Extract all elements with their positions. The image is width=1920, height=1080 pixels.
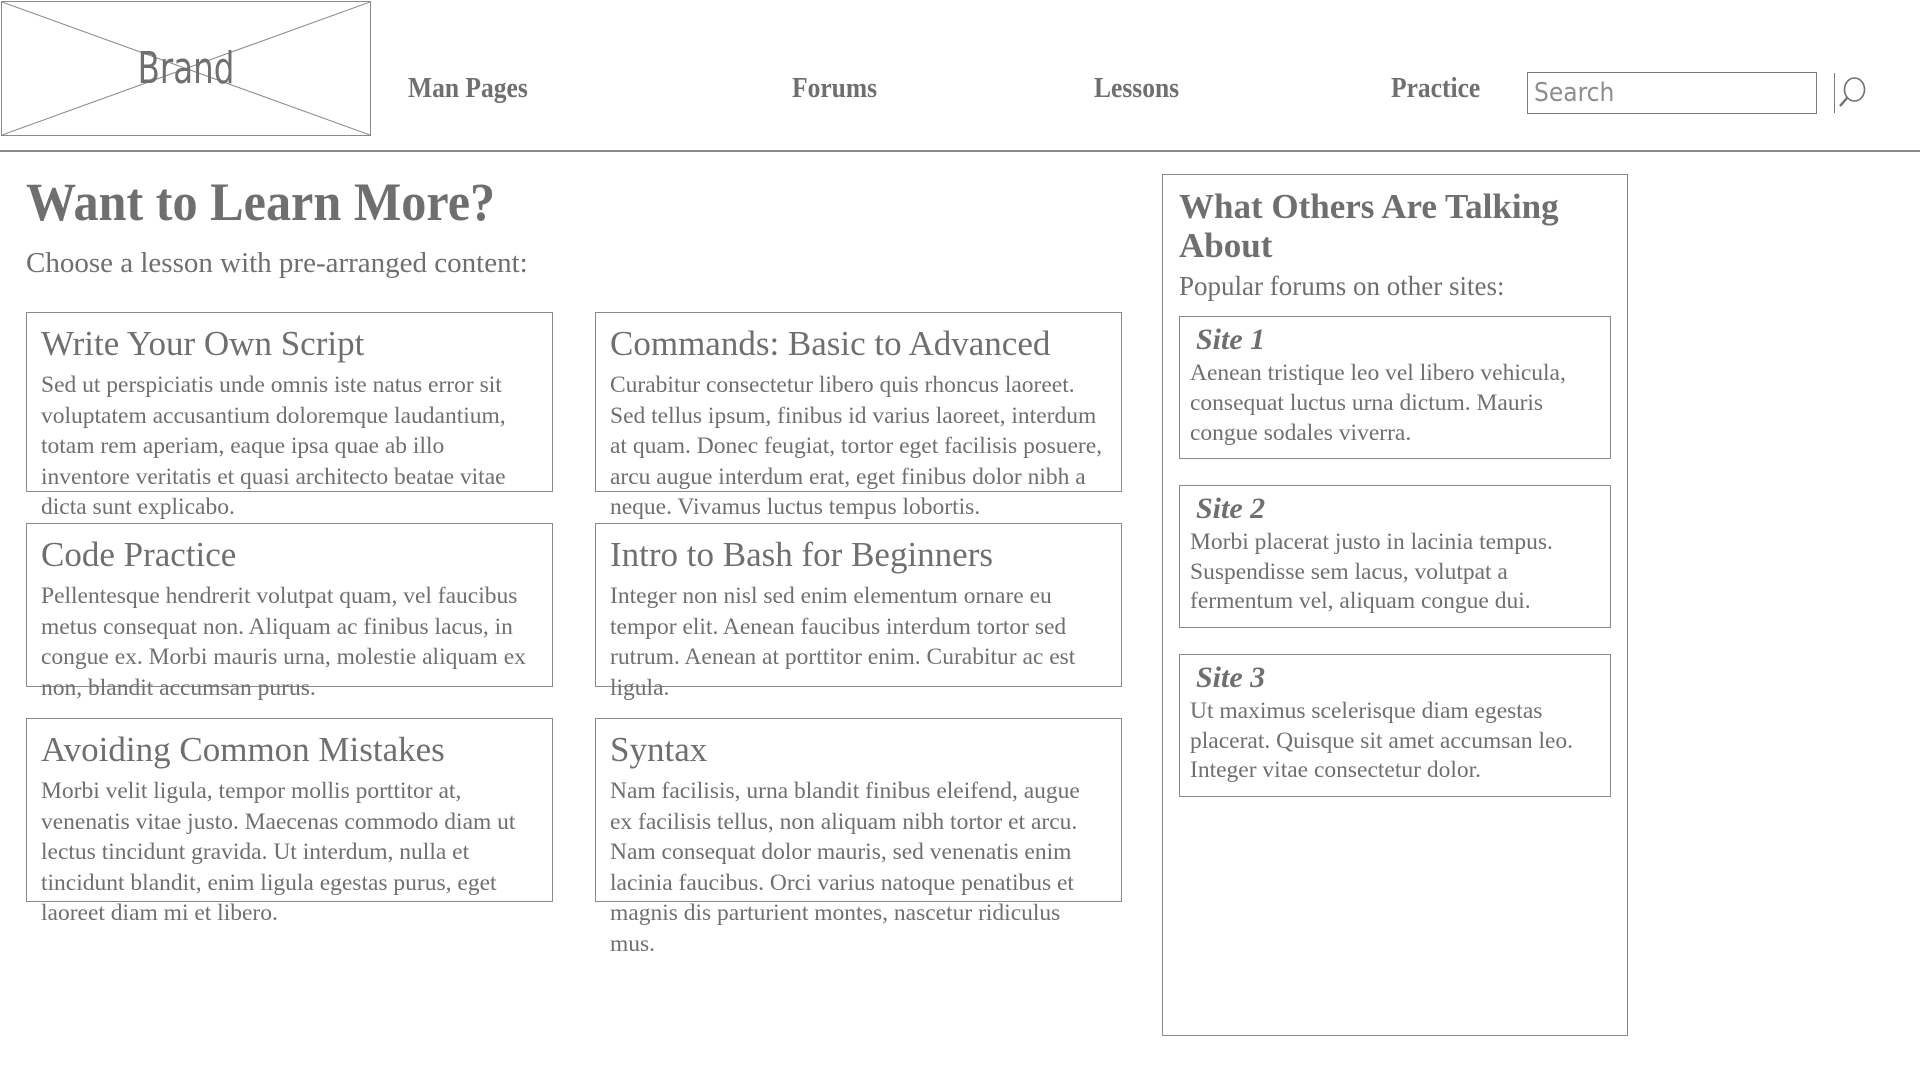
nav-item-man-pages[interactable]: Man Pages — [408, 72, 528, 104]
site-card-title: Site 1 — [1196, 323, 1266, 357]
site-card[interactable] — [1179, 316, 1611, 459]
lesson-card-title: Commands: Basic to Advanced — [610, 323, 1051, 363]
site-card-text: Ut maximus scelerisque diam egestas placerat. Quisque sit amet accumsan leo. Integer vitae consectetur dolor. — [1190, 698, 1574, 784]
site-card-text: Aenean tristique leo vel libero vehicula, consequat luctus urna dictum. Mauris congue sodales viverra. — [1190, 360, 1566, 446]
lesson-card-title: Code Practice — [41, 534, 237, 574]
lesson-card[interactable] — [595, 523, 1122, 701]
site-card-title: Site 3 — [1196, 661, 1266, 695]
nav-item-practice[interactable]: Practice — [1390, 72, 1480, 104]
brand-logo-placeholder[interactable] — [1, 1, 371, 136]
lesson-card-text: Integer non nisl sed enim elementum ornare eu tempor elit. Aenean faucibus interdum tortor sed rutrum. Aenean at porttitor enim. Curabitur ac est ligula. — [610, 582, 1076, 701]
sidebar-title: What Others Are Talking About — [1179, 187, 1559, 266]
search-bar — [1527, 72, 1817, 114]
lesson-card[interactable] — [595, 312, 1122, 521]
lesson-card-title: Write Your Own Script — [41, 323, 365, 363]
nav-item-forums[interactable]: Forums — [792, 72, 878, 104]
brand-label: Brand — [137, 43, 235, 94]
lesson-card-grid — [26, 312, 1150, 957]
magnifier-icon — [1835, 76, 1869, 110]
site-card[interactable] — [1179, 654, 1611, 797]
sidebar-panel — [1162, 174, 1628, 1036]
search-input[interactable] — [1528, 73, 1834, 113]
lesson-card[interactable] — [595, 718, 1122, 957]
lesson-card[interactable] — [26, 312, 553, 521]
lesson-card-text: Curabitur consectetur libero quis rhoncus laoreet. Sed tellus ipsum, finibus id varius laoreet, interdum at quam. Donec feugiat, tortor eget facilisis posuere, arcu augue interdum erat, eget finibus dolor nibh a neque. Vivamus luctus tempus lobortis. — [610, 371, 1103, 521]
sidebar-subtitle: Popular forums on other sites: — [1179, 271, 1505, 302]
lesson-card-text: Nam facilisis, urna blandit finibus eleifend, augue ex facilisis tellus, non aliquam nibh tortor et arcu. Nam consequat dolor mauris, sed venenatis enim lacinia faucibus. Orci varius natoque penatibus et magnis dis parturient montes, nascetur ridiculus mus. — [610, 777, 1080, 957]
site-card[interactable] — [1179, 485, 1611, 628]
site-card-title: Site 2 — [1196, 492, 1266, 526]
page-subtitle: Choose a lesson with pre-arranged content: — [26, 246, 528, 279]
lesson-card-text: Morbi velit ligula, tempor mollis porttitor at, venenatis vitae justo. Maecenas commodo diam ut lectus tincidunt gravida. Ut interdum, nulla et tincidunt blandit, enim ligula egestas purus, eget laoreet diam mi et libero. — [41, 777, 516, 927]
lesson-card-text: Pellentesque hendrerit volutpat quam, vel faucibus metus consequat non. Aliquam ac finibus lacus, in congue ex. Morbi mauris urna, molestie aliquam ex non, blandit accumsan purus. — [41, 582, 526, 701]
site-header — [0, 0, 1920, 152]
search-button[interactable] — [1834, 73, 1869, 113]
lesson-card[interactable] — [26, 718, 553, 927]
lesson-card[interactable] — [26, 523, 553, 701]
page-body — [0, 152, 1920, 1080]
site-card-text: Morbi placerat justo in lacinia tempus. Suspendisse sem lacus, volutpat a fermentum vel, aliquam congue dui. — [1190, 529, 1553, 615]
lesson-card-title: Intro to Bash for Beginners — [610, 534, 993, 574]
main-content — [0, 152, 1150, 1080]
nav-item-lessons[interactable]: Lessons — [1093, 72, 1179, 104]
lesson-card-title: Syntax — [610, 729, 708, 769]
lesson-card-text: Sed ut perspiciatis unde omnis iste natus error sit voluptatem accusantium doloremque laudantium, totam rem aperiam, eaque ipsa quae ab illo inventore veritatis et quasi architecto beatae vitae dicta sunt explicabo. — [41, 371, 506, 521]
lesson-card-title: Avoiding Common Mistakes — [41, 729, 445, 769]
page-title: Want to Learn More? — [26, 172, 496, 232]
